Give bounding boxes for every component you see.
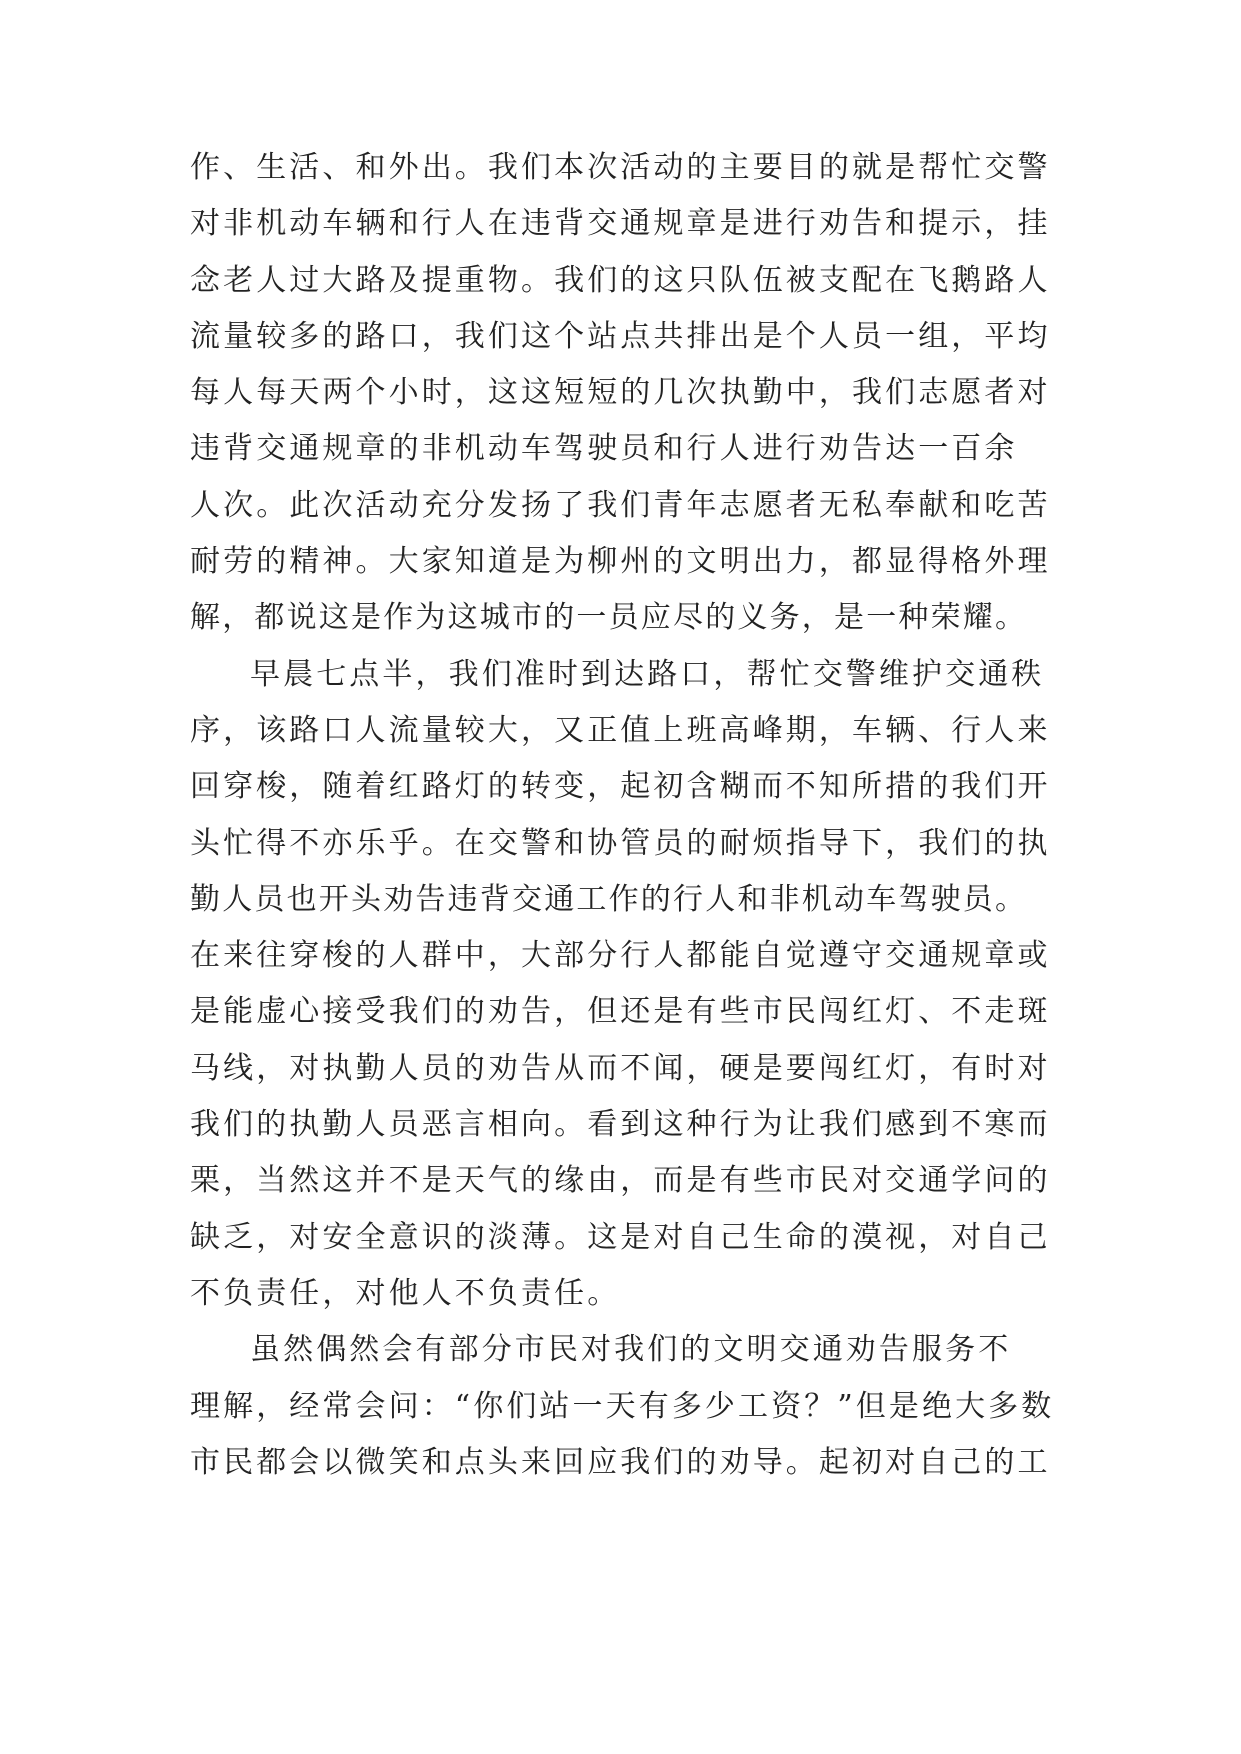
text-line: 解，都说这是作为这城市的一员应尽的义务，是一种荣耀。: [190, 600, 1028, 636]
text-line: 对非机动车辆和行人在违背交通规章是进行劝告和提示，挂: [190, 206, 1051, 242]
text-line: 马线，对执勤人员的劝告从而不闻，硬是要闯红灯，有时对: [190, 1050, 1051, 1086]
text-line: 序，该路口人流量较大，又正值上班高峰期，车辆、行人来: [190, 712, 1051, 748]
text-line: 市民都会以微笑和点头来回应我们的劝导。起初对自己的工: [190, 1444, 1051, 1480]
text-line: 念老人过大路及提重物。我们的这只队伍被支配在飞鹅路人: [190, 262, 1051, 298]
body-text: [190, 140, 1070, 1491]
text-line: 理解，经常会问：“你们站一天有多少工资？”但是绝大多数: [190, 1388, 1055, 1424]
text-line: 勤人员也开头劝告违背交通工作的行人和非机动车驾驶员。: [190, 881, 1028, 917]
text-line: 人次。此次活动充分发扬了我们青年志愿者无私奉献和吃苦: [190, 487, 1051, 523]
text-line: 耐劳的精神。大家知道是为柳州的文明出力，都显得格外理: [190, 544, 1051, 580]
text-line: 头忙得不亦乐乎。在交警和协管员的耐烦指导下，我们的执: [190, 825, 1051, 861]
text-line: 作、生活、和外出。我们本次活动的主要目的就是帮忙交警: [190, 150, 1051, 185]
text-line: 回穿梭，随着红路灯的转变，起初含糊而不知所措的我们开: [190, 769, 1051, 805]
text-line: 是能虚心接受我们的劝告，但还是有些市民闯红灯、不走斑: [190, 994, 1051, 1030]
paragraph-start-line: 虽然偶然会有部分市民对我们的文明交通劝告服务不: [250, 1332, 1012, 1368]
text-line: 在来往穿梭的人群中，大部分行人都能自觉遵守交通规章或: [190, 938, 1051, 974]
text-line: 违背交通规章的非机动车驾驶员和行人进行劝告达一百余: [190, 431, 1018, 467]
text-line: 每人每天两个小时，这这短短的几次执勤中，我们志愿者对: [190, 375, 1051, 411]
text-line: 流量较多的路口，我们这个站点共排出是个人员一组，平均: [190, 318, 1051, 354]
text-line: 不负责任，对他人不负责任。: [190, 1275, 621, 1311]
text-line: 栗，当然这并不是天气的缘由，而是有些市民对交通学问的: [190, 1163, 1051, 1199]
paragraph-start-line: 早晨七点半，我们准时到达路口，帮忙交警维护交通秩: [250, 656, 1045, 692]
text-line: 我们的执勤人员恶言相向。看到这种行为让我们感到不寒而: [190, 1107, 1051, 1143]
text-line: 缺乏，对安全意识的淡薄。这是对自己生命的漠视，对自己: [190, 1219, 1051, 1255]
